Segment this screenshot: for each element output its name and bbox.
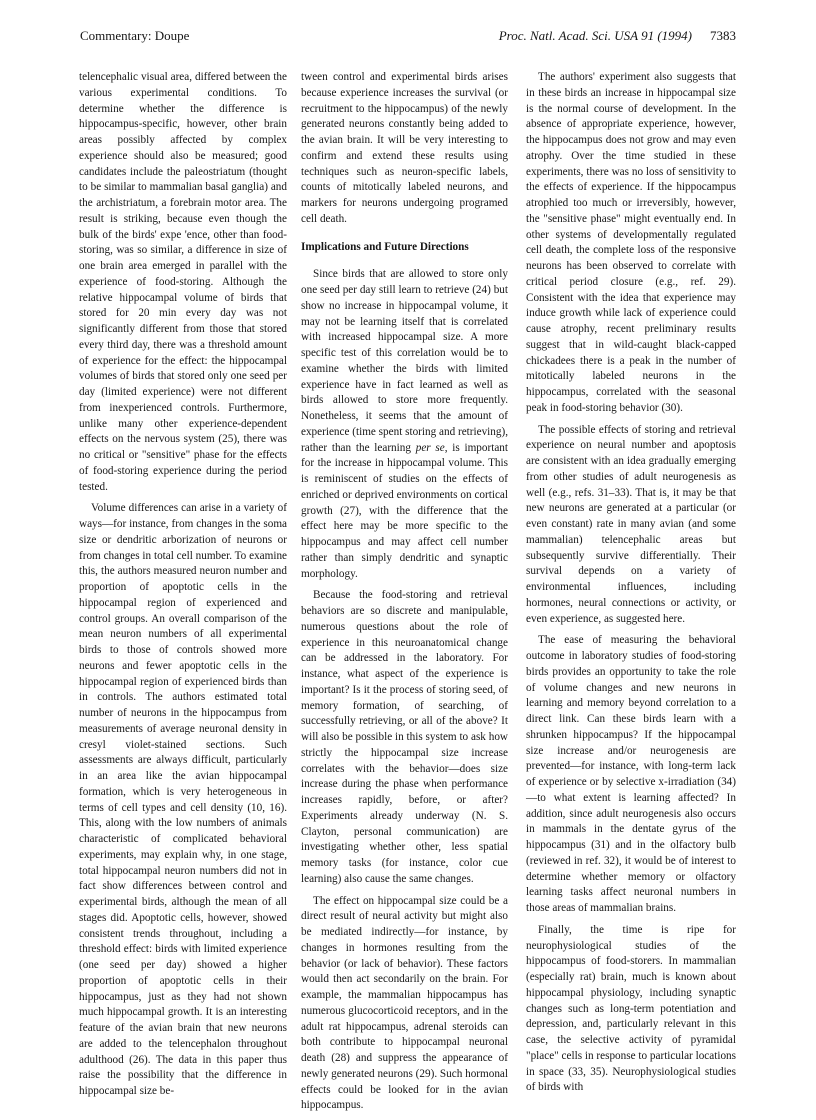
italic-term: per se <box>415 441 445 454</box>
paragraph: Volume differences can arise in a variety of ways—for instance, from changes in the soma size or dendritic arborization of neurons or from changes in total cell number. To examine this, the authors measured neuron number and proportion of apoptotic cells in the hippocampal region of experienced and control groups. An overall comparison of the mean neuron numbers of all experimental birds to those of controls showed more neurons and fewer apoptotic cells in the hippocampal region of experienced birds than in controls. The authors estimated total number of neurons in the hippocampus from measurements of average neuronal density in cresyl violet-stained sections. Such assessments are always difficult, particularly in an area like the avian hippocampal formation, which is very heterogeneous in terms of cell types and cell density (10, 16). This, along with the low numbers of animals characteristic of complicated behavioral experiments, may explain why, in one stage, total hippocampal neuron numbers did not in fact show differences between control and experimental birds, although the mean of all stages did. Apoptotic cells, however, showed consistent trends throughout, including a threshold effect: birds with limited experience (one seed per day) showed a higher proportion of apoptotic cells in their hippocampus, just as they had not shown much hippocampal growth. It is an interesting feature of the avian brain that new neurons are added to the telencephalon throughout adulthood (26). The data in this paper thus raise the possibility that the difference in hippocampal size be- <box>79 502 287 1097</box>
running-header <box>80 28 736 46</box>
page-number: 7383 <box>710 28 736 43</box>
column-2 <box>301 70 508 1120</box>
paragraph <box>301 267 508 582</box>
paragraph: Finally, the time is ripe for neurophysiological studies of the hippocampus of food-storers. In mammalian (especially rat) brain, much is known about hippocampal physiology, including synaptic changes such as long-term potentiation and depression, and, particularly relevant in this case, the selective activity of pyramidal "place" cells in response to particular locations in space (33, 35). Neurophysiological studies of birds with <box>526 923 736 1094</box>
column-3 <box>526 70 736 1102</box>
column-1 <box>79 70 287 1106</box>
paragraph-text: , is important for the increase in hippocampal volume. This is reminiscent of studies on the effects of enriched or deprived environments on cortical growth (27), with the difference that the effect here may be more specific to the hippocampus and may affect cell number rather than simply dendritic and synaptic morphology. <box>301 441 508 580</box>
header-journal: Proc. Natl. Acad. Sci. USA 91 (1994) <box>498 28 692 43</box>
paragraph: The effect on hippocampal size could be a direct result of neural activity but might also be mediated indirectly—for instance, by changes in hormones resulting from the behavior (or lack of behavior). These factors would then act secondarily on the brain. For example, the mammalian hippocampus has numerous glucocorticoid receptors, and in the adult rat hippocampus, adrenal steroids can both contribute to hippocampal neuronal death (28) and suppress the appearance of newly generated neurons (29). Such hormonal effects could be looked for in the avian hippocampus. <box>301 894 508 1112</box>
paragraph: The authors' experiment also suggests that in these birds an increase in hippocampal size is the normal course of development. In the absence of appropriate experience, however, the hippocampus does not grow and may even atrophy. Over the time studied in these experiments, there was no loss of sensitivity to the effects of experience. If the hippocampus atrophied too much or irreversibly, however, the "sensitive phase" might eventually end. In other systems of developmentally regulated cell death, the complete loss of the responsive neurons has been observed to correlate with critical period closure (e.g., ref. 29). Consistent with the idea that experience may induce growth while lack of experience could cause atrophy, recent preliminary results suggest that in wild-caught black-capped chickadees there is a peak in the number of mitotically labeled neurons in the hippocampus, correlated with the seasonal peak in food-storing behavior (30). <box>526 71 736 414</box>
paragraph-text: Since birds that are allowed to store only one seed per day still learn to retrieve (24) but show no increase in hippocampal volume, it may not be learning itself that is correlated with increased hippocampal size. A more specific test of this correlation would be to examine whether the birds with limited experience have in fact learned as well as birds allowed to store more frequently. Nonetheless, it seems that the amount of experience (time spent storing and retrieving), rather than the learning <box>301 268 508 454</box>
paragraph: tween control and experimental birds arises because experience increases the survival (or recruitment to the hippocampus) of the newly generated neurons constantly being added to the avian brain. It will be very interesting to confirm and extend these results using techniques such as neuron-specific labels, counts of mitotically labeled neurons, and markers for neurons undergoing programed cell death. <box>301 71 508 225</box>
header-author: Commentary: Doupe <box>80 28 190 43</box>
paragraph: The possible effects of storing and retrieval experience on neural number and apoptosis are consistent with an idea gradually emerging from other studies of adult neurogenesis as well (e.g., refs. 31–33). That is, it may be that new neurons are generated at a particular (or even constant) rate in many avian (and some mammalian) telencephalic areas but subsequently survive differentially. Their survival depends on a variety of environmental influences, including hormones, neural connections or activity, or even experience, as suggested here. <box>526 423 736 625</box>
paragraph: telencephalic visual area, differed between the various experimental conditions. To determine whether the difference is hippocampus-specific, however, other brain areas possibly affected by complex experience should also be measured; good candidates include the paleostriatum (thought to be similar to mammalian basal ganglia) and the archistriatum, a forebrain motor area. The result is striking, because even though the bulk of the birds' expe 'ence, other than food-storing, was so similar, a difference in size of one brain area emerged in parallel with the experience of food-storing. Although the relative hippocampal volume of birds that stored for 20 min every day was not significantly different from those that stored every third day, there was a threshold amount of experience for the effect: the hippocampal volumes of birds that stored only one seed per day (limited experience) were not different from inexperienced controls. Furthermore, unlike many other experience-dependent effects on the nervous system (25), there was no critical or "sensitive" phase for the effects of food-storing experience during the period tested. <box>79 71 287 493</box>
header-citation <box>499 28 736 44</box>
section-heading: Implications and Future Directions <box>301 240 469 253</box>
paragraph: The ease of measuring the behavioral outcome in laboratory studies of food-storing birds provides an opportunity to take the role of volume changes and new neurons in learning and memory beyond correlation to a direct link. Can these birds learn with a shrunken hippocampus? If the hippocampal size increase and/or neurogenesis are prevented—for instance, with long-term lack of experience or by selective x-irradiation (34)—to what extent is learning affected? In addition, since adult neurogenesis also occurs in mammals in the dentate gyrus of the hippocampus (31) and in the olfactory bulb (reviewed in ref. 32), it would be of interest to determine whether memory or olfactory learning tasks affect neuronal numbers in those areas of mammalian brains. <box>526 634 736 914</box>
paragraph: Because the food-storing and retrieval behaviors are so discrete and manipulable, numerous questions about the role of experience in this neuroanatomical change can be addressed in the laboratory. For instance, what aspect of the experience is important? Is it the process of storing seed, of memory formation, of searching, of successfully retrieving, or all of the above? It will also be possible in this system to ask how strictly the hippocampal size increase correlates with the behavior—does size increase during the phase when performance increases rapidly, before, or after? Experiments already underway (N. S. Clayton, personal communication) are investigating whether other, less spatial memory tasks (for instance, color cue learning) also cause the same changes. <box>301 589 508 885</box>
